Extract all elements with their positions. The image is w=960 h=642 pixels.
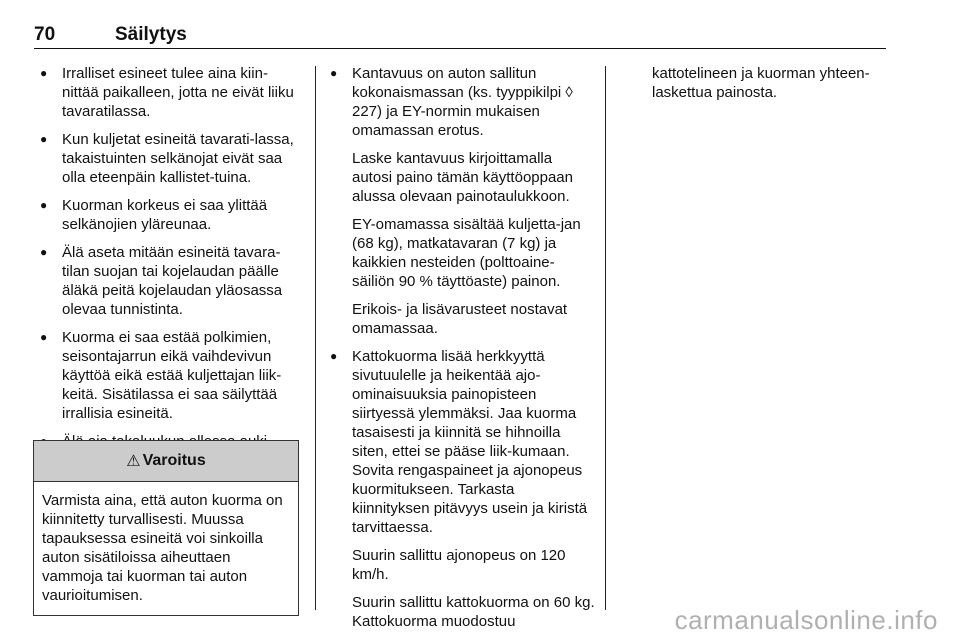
paragraph: kattotelineen ja kuorman yhteen-laskettua painosta. [652,65,870,101]
header-rule [34,48,886,49]
warning-header [34,441,298,482]
column-divider [605,66,606,610]
list-item: ● Älä aseta mitään esineitä tavara-tilan suojan tai kojelaudan päälle äläkä peitä kojelaudan yläosassa olevaa tunnistinta. [40,243,302,319]
warning-body: Varmista aina, että auton kuorma on kiinnitetty turvallisesti. Muussa tapauksessa esineitä voi sinkoilla auton sisätiloissa aiheuttaen vammoja tai kuorman tai auton vaurioitumisen. [42,492,283,604]
column-1 [40,64,302,460]
paragraph: Erikois- ja lisävarusteet nostavat omamassaa. [352,301,568,337]
warning-box [33,440,299,616]
warning-triangle-icon: ⚠ [126,453,141,470]
column-3 [652,64,892,111]
list-item: ● Kuorman korkeus ei saa ylittää selkänojien yläreunaa. [40,196,302,234]
column-divider [315,66,316,610]
warning-title: Varoitus [142,452,206,469]
page-number: 70 [34,24,56,45]
paragraph: Laske kantavuus kirjoittamalla autosi paino tämän käyttöoppaan alussa olevaan painotaulukkoon. [352,150,573,205]
list-item: ● Irralliset esineet tulee aina kiin-nittää paikalleen, jotta ne eivät liiku tavaratilassa. [40,64,302,121]
watermark: carmanualsonline.info [674,605,938,635]
page-header [34,24,886,48]
column-2 [330,64,595,640]
section-title: Säilytys [115,24,187,45]
list-item: ● Kantavuus on auton sallitun kokonaismassan (ks. tyyppikilpi ◊ 227) ja EY-normin mukaisen omamassan erotus. [330,64,595,140]
list-item: ● Kun kuljetat esineitä tavarati-lassa, takaistuinten selkänojat eivät saa olla eteenpäin kallistet-tuina. [40,130,302,187]
list-item: ● Kattokuorma lisää herkkyyttä sivutuulelle ja heikentää ajo-ominaisuuksia painopisteen siirtyessä ylemmäksi. Jaa kuorma tasaisesti ja kiinnitä se hihnoilla siten, ettei se pääse liik-kumaan. Sovita rengaspaineet ja ajonopeus kuormitukseen. Tarkasta kiinnityksen pitävyys usein ja kiristä tarvittaessa. [330,347,595,537]
paragraph: Suurin sallittu ajonopeus on 120 km/h. [352,547,566,583]
paragraph: EY-omamassa sisältää kuljetta-jan (68 kg), matkatavaran (7 kg) ja kaikkien nesteiden (polttoaine-säiliön 90 % täyttöaste) painon. [352,216,581,290]
paragraph: Suurin sallittu kattokuorma on 60 kg. Kattokuorma muodostuu [352,594,595,630]
list-item: ● Kuorma ei saa estää polkimien, seisontajarrun eikä vaihdevivun käyttöä eikä estää kuljettajan liik-keitä. Sisätilassa ei saa säilyttää irrallisia esineitä. [40,328,302,423]
